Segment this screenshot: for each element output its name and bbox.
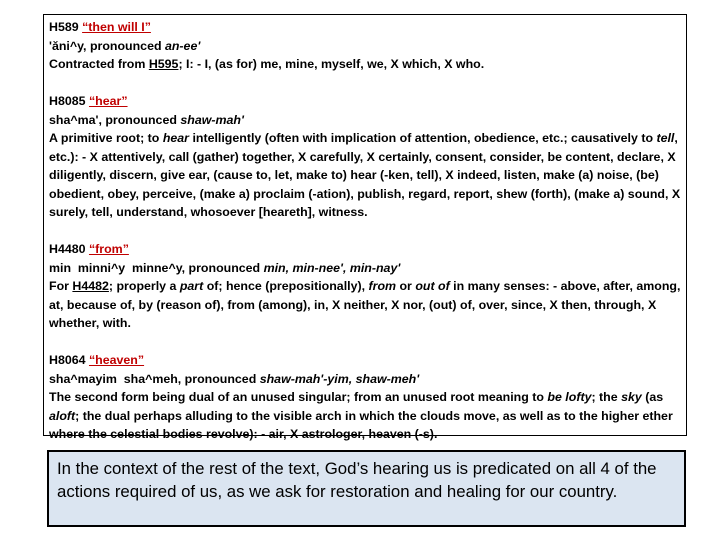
gloss-link[interactable]: “from” — [88, 242, 129, 256]
definition: A primitive root; to hear intelligently (often with implication of attention, obedience, etc.; causatively to tell, etc.): - X attentively, call (gather) together, X carefully, X certainly, consent, consider, be content, declare, X diligently, discern, give ear, (cause to, let, make to) hear (-ken, tell), X indeed, listen, make (a) noise, (be) obedient, obey, perceive, (make a) proclaim (-ation), publish, regard, report, shew (forth), (make a) sound, X surely, tell, understand, whosoever [heareth], witness. — [49, 131, 681, 219]
strongs-number: H8085 — [49, 94, 86, 108]
pronunciation: shaw-mah' — [180, 112, 244, 127]
strongs-number: H4480 — [49, 242, 86, 256]
gloss-link[interactable]: “hear” — [88, 94, 128, 108]
pronunciation: an-ee' — [164, 38, 201, 53]
entry-h8085 — [49, 92, 681, 222]
definition: For H4482; properly a part of; hence (prepositionally), from or out of in many senses: - above, after, among, at, because of, by (reason of), from (among), in, X neither, X nor, (out) of, over, since, X then, through, X whether, with. — [49, 279, 681, 330]
definition: Contracted from H595; I: - I, (as for) me, mine, myself, we, X which, X who. — [49, 57, 485, 71]
transliteration: min minni^y minne^y, pronounced min, min-nee', min-nay' — [49, 260, 401, 275]
entry-h4480 — [49, 240, 681, 333]
commentary-text: In the context of the rest of the text, God’s hearing us is predicated on all 4 of the actions required of us, as we ask for restoration and healing for our country. — [57, 459, 657, 501]
strongs-number: H8064 — [49, 353, 86, 367]
entry-header — [49, 351, 681, 370]
entry-header — [49, 92, 681, 111]
transliteration: sha^mayim sha^meh, pronounced shaw-mah'-yim, shaw-meh' — [49, 371, 420, 386]
strongs-number: H589 — [49, 20, 79, 34]
entry-h8064 — [49, 351, 681, 444]
pronunciation: shaw-mah'-yim, shaw-meh' — [259, 371, 420, 386]
reference-link[interactable]: H595 — [148, 57, 179, 71]
entry-header — [49, 240, 681, 259]
entry-h589 — [49, 18, 681, 74]
lexicon-box — [43, 14, 687, 441]
reference-link[interactable]: H4482 — [72, 279, 109, 293]
transliteration: sha^ma', pronounced shaw-mah' — [49, 112, 244, 127]
entry-header — [49, 18, 681, 37]
definition: The second form being dual of an unused singular; from an unused root meaning to be lofty; the sky (as aloft; the dual perhaps alluding to the visible arch in which the clouds move, as well as to the higher ether where the celestial bodies revolve): - air, X astrologer, heaven (-s). — [49, 390, 673, 441]
gloss-link[interactable]: “heaven” — [88, 353, 145, 367]
gloss-link[interactable]: “then will I” — [82, 20, 151, 34]
transliteration: 'ăni^y, pronounced an-ee' — [49, 38, 201, 53]
pronunciation: min, min-nee', min-nay' — [263, 260, 401, 275]
commentary-box — [47, 450, 686, 527]
